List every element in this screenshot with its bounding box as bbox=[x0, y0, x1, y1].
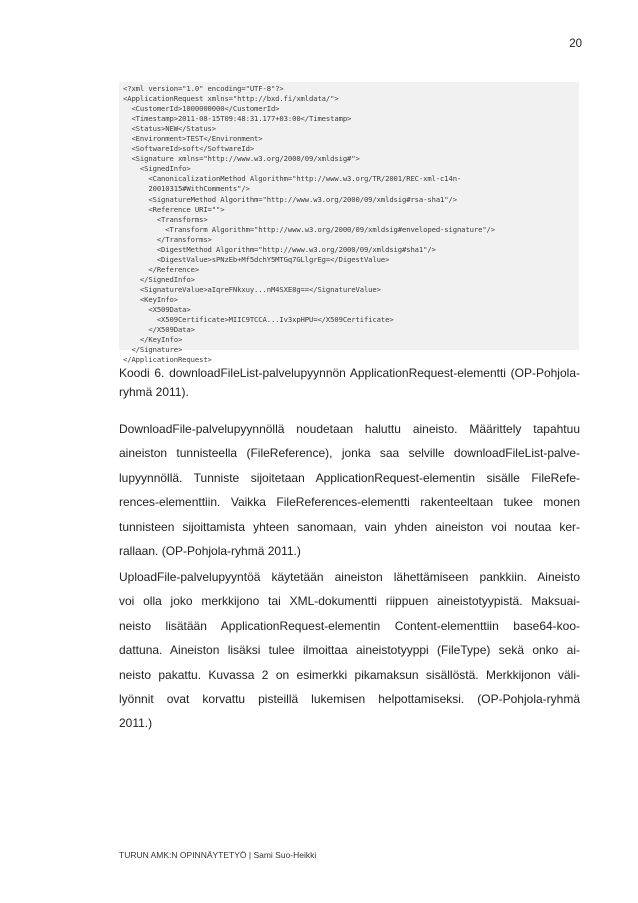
code-line: <Timestamp>2011-08-15T09:48:31.177+03:00</Timestamp> bbox=[123, 114, 352, 124]
paragraph-line: lupyynnöllä. Tunniste sijoitetaan ApplicationRequest-elementin sisälle FileRefe- bbox=[119, 470, 580, 485]
paragraph-line: rallaan. (OP-Pohjola-ryhmä 2011.) bbox=[119, 543, 301, 558]
code-line: <SoftwareId>soft</SoftwareId> bbox=[123, 144, 255, 154]
code-line: <DigestMethod Algorithm="http://www.w3.org/2000/09/xmldsig#sha1"/> bbox=[123, 244, 436, 254]
paragraph-line: aineiston tunnisteella (FileReference), jonka saa selville downloadFileList-palve- bbox=[119, 446, 580, 461]
page-number: 20 bbox=[569, 38, 582, 50]
code-line: <Environment>TEST</Environment> bbox=[123, 134, 263, 144]
code-line: <Transforms> bbox=[123, 214, 208, 224]
paragraph-line: rences-elementtiin. Vaikka FileReferences-elementti rakenteeltaan tukee monen bbox=[119, 495, 580, 510]
code-line: <Status>NEW</Status> bbox=[123, 124, 216, 134]
paragraph-line: neisto pakattu. Kuvassa 2 on esimerkki pikamaksun sisällöstä. Merkkijonon väli- bbox=[119, 667, 580, 682]
paragraph-line: voi olla joko merkkijono tai XML-dokumentti riippuen aineistotyypistä. Maksuai- bbox=[119, 594, 580, 609]
code-line: <DigestValue>sPNzEb+Mf5dchY5MTGq7GLlgrEg=</DigestValue> bbox=[123, 254, 390, 264]
paragraph-line: dattuna. Aineiston lisäksi tulee ilmoittaa aineistotyyppi (FileType) sekä onko ai- bbox=[119, 643, 580, 658]
code-line: </KeyInfo> bbox=[123, 335, 183, 345]
code-line: <Reference URI=""> bbox=[123, 204, 225, 214]
code-line: </SignedInfo> bbox=[123, 274, 195, 284]
code-line: </X509Data> bbox=[123, 325, 195, 335]
code-line: </Reference> bbox=[123, 264, 200, 274]
code-line: <CanonicalizationMethod Algorithm="http://www.w3.org/TR/2001/REC-xml-c14n- bbox=[123, 174, 462, 184]
code-line: </Transforms> bbox=[123, 234, 212, 244]
code-line: <Signature xmlns="http://www.w3.org/2000/09/xmldsig#"> bbox=[123, 154, 360, 164]
paragraph-line: lyönnit ovat korvattu pisteillä lukemisen helpottamiseksi. (OP-Pohjola-ryhmä bbox=[119, 691, 580, 706]
code-line: <KeyInfo> bbox=[123, 294, 178, 304]
code-line: <X509Certificate>MIIC9TCCA...Iv3xpHPU=</X509Certificate> bbox=[123, 315, 394, 325]
paragraph-line: DownloadFile-palvelupyynnöllä noudetaan haluttu aineisto. Määrittely tapahtuu bbox=[119, 422, 580, 436]
paragraph-uploadfile bbox=[119, 565, 580, 736]
page-footer: TURUN AMK:N OPINNÄYTETYÖ | Sami Suo-Heikki bbox=[119, 850, 317, 860]
paragraph-line: tunnisteen sijoittamista yhteen sanomaan, vain yhden aineiston voi noutaa ker- bbox=[119, 519, 580, 534]
paragraph-line: neisto lisätään ApplicationRequest-elementin Content-elementtiin base64-koo- bbox=[119, 618, 580, 633]
code-line: <?xml version="1.0" encoding="UTF-8"?> bbox=[123, 84, 284, 93]
code-line: <CustomerId>1000000000</CustomerId> bbox=[123, 104, 280, 114]
code-caption: Koodi 6. downloadFileList-palvelupyynnön ApplicationRequest-elementti (OP-Pohjola-ryhmä 2011). bbox=[119, 366, 580, 399]
code-line: <ApplicationRequest xmlns="http://bxd.fi/xmldata/"> bbox=[123, 94, 339, 104]
paragraph-line: UploadFile-palvelupyyntöä käytetään aineiston lähettämiseen pankkiin. Aineisto bbox=[119, 570, 580, 584]
code-line: <SignatureValue>aIqreFNkxuy...nM4SXE8g==</SignatureValue> bbox=[123, 284, 381, 294]
code-line: <SignedInfo> bbox=[123, 164, 191, 174]
code-line: <Transform Algorithm="http://www.w3.org/2000/09/xmldsig#enveloped-signature"/> bbox=[123, 224, 495, 234]
code-line: <X509Data> bbox=[123, 305, 191, 315]
paragraph-downloadfile bbox=[119, 417, 580, 563]
xml-code-listing bbox=[119, 82, 579, 365]
paragraph-line: 2011.) bbox=[119, 716, 153, 731]
code-line: <SignatureMethod Algorithm="http://www.w3.org/2000/09/xmldsig#rsa-sha1"/> bbox=[123, 194, 457, 204]
code-line: 20010315#WithComments"/> bbox=[123, 184, 250, 194]
code-line: </ApplicationRequest> bbox=[123, 355, 212, 365]
code-line: </Signature> bbox=[123, 345, 183, 355]
